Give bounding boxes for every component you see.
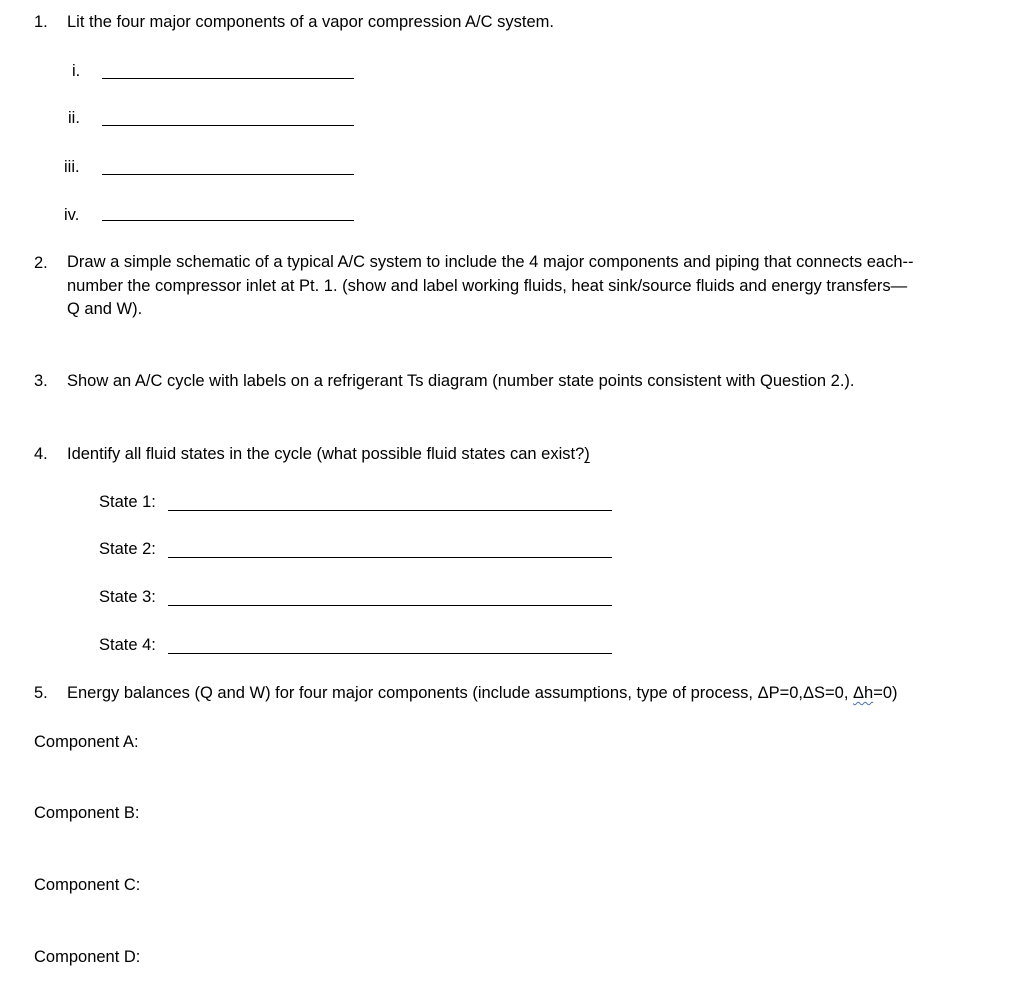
question-1-number: 1. [34, 13, 48, 31]
q1-item-label-iii: iii. [64, 158, 80, 176]
component-c-label: Component C: [34, 876, 141, 894]
question-2-line-1: Draw a simple schematic of a typical A/C system to include the 4 major components and piping that connects each-- [67, 253, 914, 271]
question-5-number: 5. [34, 684, 48, 702]
question-4-text-end: ) [584, 445, 590, 463]
q1-answer-blank-ii[interactable] [102, 125, 354, 126]
component-a-label: Component A: [34, 733, 139, 751]
state-4-answer-blank[interactable] [168, 653, 612, 654]
state-2-answer-blank[interactable] [168, 557, 612, 558]
state-3-answer-blank[interactable] [168, 605, 612, 606]
component-b-label: Component B: [34, 804, 140, 822]
q1-item-label-iv: iv. [64, 206, 80, 224]
question-4-number: 4. [34, 445, 48, 463]
component-d-label: Component D: [34, 948, 141, 966]
question-4-text-main: Identify all fluid states in the cycle (what possible fluid states can exist? [67, 445, 585, 463]
question-5-text [67, 683, 898, 703]
question-5-text-end: =0) [873, 684, 898, 702]
question-2-text [67, 251, 1002, 322]
q1-answer-blank-i[interactable] [102, 78, 354, 79]
state-1-answer-blank[interactable] [168, 510, 612, 511]
q1-answer-blank-iv[interactable] [102, 220, 354, 221]
state-2-label: State 2: [99, 540, 156, 558]
question-2-number: 2. [34, 254, 48, 272]
question-3-text: Show an A/C cycle with labels on a refrigerant Ts diagram (number state points consistent with Question 2.). [67, 372, 855, 390]
state-4-label: State 4: [99, 636, 156, 654]
question-5-text-marked: Δh [853, 684, 874, 702]
state-1-label: State 1: [99, 493, 156, 511]
question-1-text: Lit the four major components of a vapor compression A/C system. [67, 13, 554, 31]
q1-item-label-i: i. [72, 62, 81, 80]
state-3-label: State 3: [99, 588, 156, 606]
q1-answer-blank-iii[interactable] [102, 174, 354, 175]
question-5-text-main: Energy balances (Q and W) for four major components (include assumptions, type of process, ΔP=0,ΔS=0, [67, 684, 853, 702]
q1-item-label-ii: ii. [68, 109, 80, 127]
question-4-text [67, 444, 590, 464]
question-2-line-3: Q and W). [67, 300, 143, 318]
question-3-number: 3. [34, 372, 48, 390]
question-2-line-2: number the compressor inlet at Pt. 1. (show and label working fluids, heat sink/source fluids and energy transfers— [67, 276, 908, 295]
